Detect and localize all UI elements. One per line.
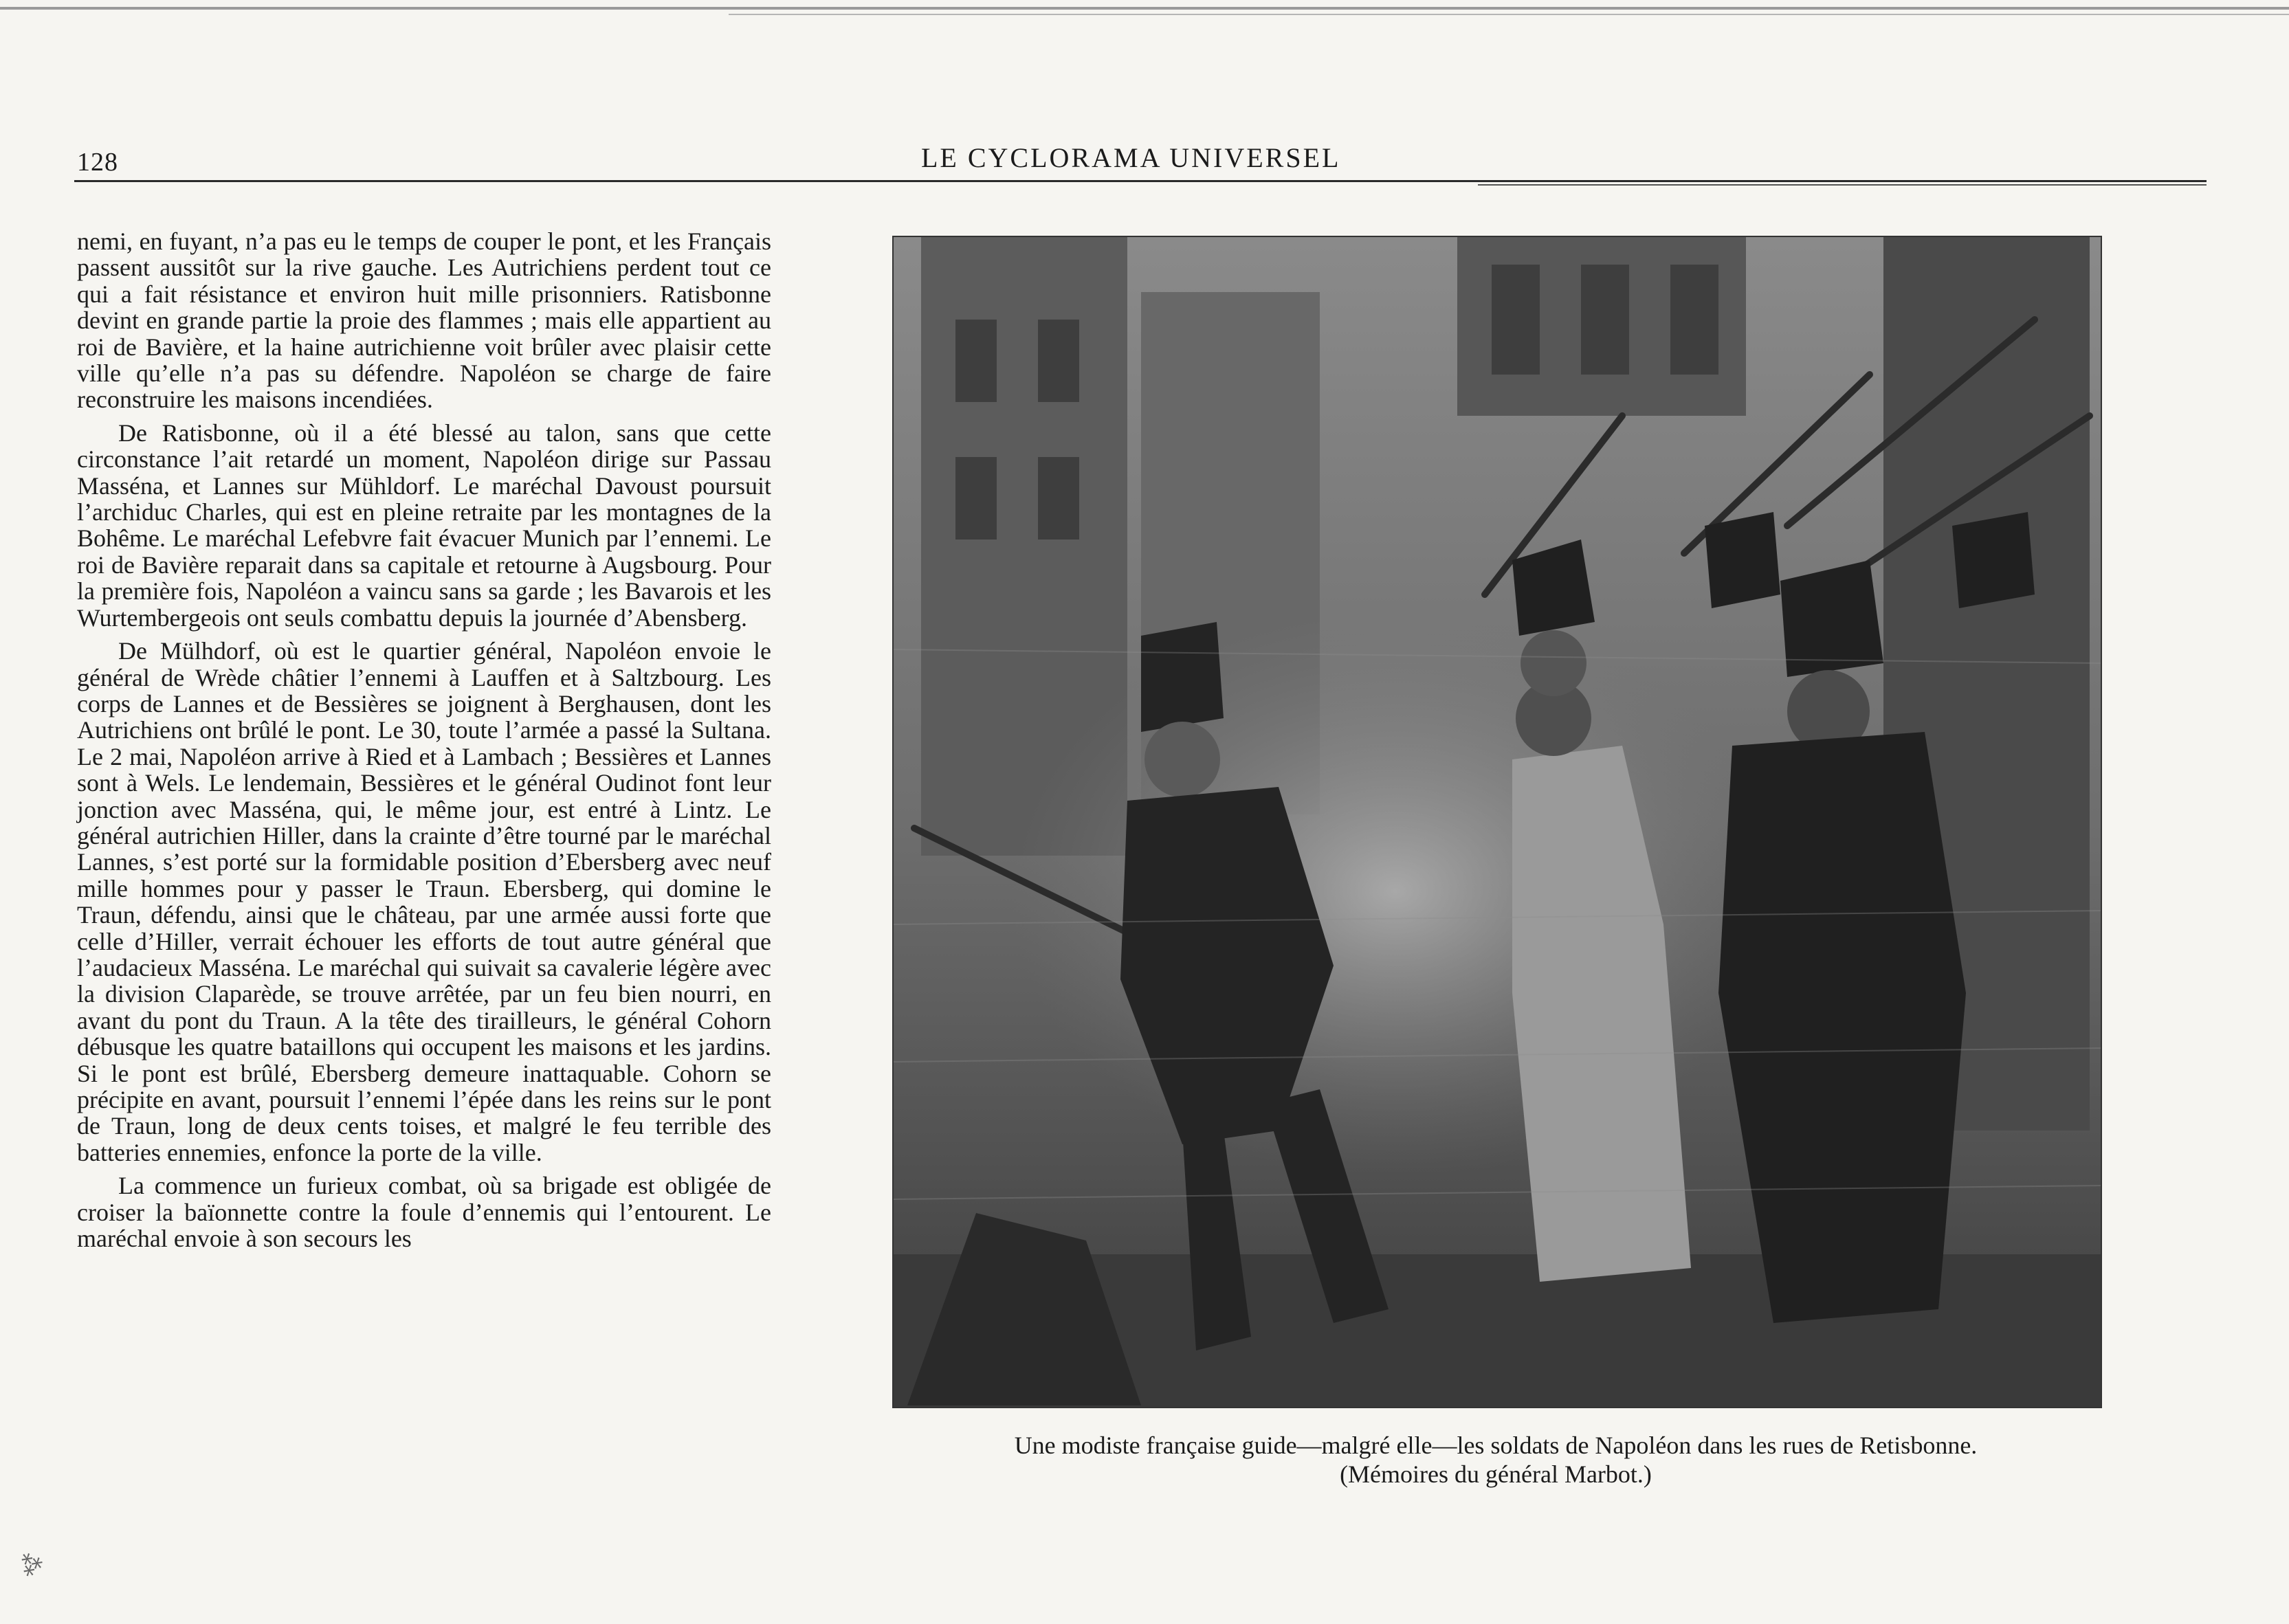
engraving-illustration xyxy=(892,236,2102,1408)
text-column xyxy=(77,228,771,1258)
soldiers-street-scene-image xyxy=(894,237,2101,1407)
margin-mark: ⁂ xyxy=(16,1550,45,1579)
paragraph: La commence un furieux combat, où sa brigade est obligée de croiser la baïonnette contre la foule d’ennemis qui l’entourent. Le maréchal envoie à son secours les xyxy=(77,1172,771,1253)
paragraph: De Mülhdorf, où est le quartier général, Napoléon envoie le général de Wrède châtier l’ennemi à Lauffen et à Saltzbourg. Les corps de Lannes et de Bessières se joignent à Berghausen, dont les Autrichiens ont brûlé le pont. Le 30, toute l’armée a passé la Sultana. Le 2 mai, Napoléon arrive à Ried et à Lambach ; Bessières et Lannes sont à Wels. Le lendemain, Bessières et le général Oudinot font leur jonction avec Masséna, qui, le même jour, est entré à Lintz. Le général autrichien Hiller, dans la crainte d’être tourné par le maréchal Lannes, s’est porté sur la formidable position d’Ebersberg avec neuf mille hommes pour y passer le Traun. Ebersberg, qui domine le Traun, défendu, ainsi que le château, par une armée aussi forte que celle d’Hiller, verrait échouer les efforts de tout autre général que l’audacieux Masséna. Le maréchal qui suivait sa cavalerie légère avec la division Claparède, se trouve arrêtée, par un feu bien nourri, en avant du pont du Traun. A la tête des tirailleurs, le général Cohorn débusque les quatre bataillons qui occupent les maisons et les jardins. Si le pont est brûlé, Ebersberg demeure inattaquable. Cohorn se précipite en avant, poursuit l’ennemi l’épée dans les reins sur le pont de Traun, long de deux cents toises, et malgré le feu terrible des batteries ennemies, enfonce la porte de la ville. xyxy=(77,637,771,1166)
header-rule xyxy=(74,180,2207,182)
paragraph: nemi, en fuyant, n’a pas eu le temps de couper le pont, et les Français passent aussitôt sur la rive gauche. Les Autrichiens perdent tout ce qui a fait résistance et environ huit mille prisonniers. Ratisbonne devint en grande partie la proie des flammes ; mais elle appartient au roi de Bavière, et la haine autrichienne voit brûler avec plaisir cette ville qu’elle n’a pas su défendre. Napoléon se charge de faire reconstruire les maisons incendiées. xyxy=(77,227,771,414)
caption-line: Une modiste française guide—malgré elle—les soldats de Napoléon dans les rues de Retisbonne. xyxy=(1014,1432,1978,1459)
caption-source: (Mémoires du général Marbot.) xyxy=(1340,1460,1652,1488)
paragraph: De Ratisbonne, où il a été blessé au talon, sans que cette circonstance l’ait retardé un moment, Napoléon dirige sur Passau Masséna, et Lannes sur Mühldorf. Le maréchal Davoust poursuit l’archiduc Charles, qui est en pleine retraite par les montagnes de la Bohême. Le maréchal Lefebvre fait évacuer Munich par l’ennemi. Le roi de Bavière reparait dans sa capitale et retourne à Augsbourg. Pour la première fois, Napoléon a vaincu sans sa garde ; les Bavarois et les Wurtembergeois ont seuls combattu depuis la journée d’Abensberg. xyxy=(77,419,771,632)
header-rule-double xyxy=(1478,184,2207,186)
top-edge-rule xyxy=(0,7,2289,10)
running-title: LE CYCLORAMA UNIVERSEL xyxy=(921,142,1341,173)
figure-caption xyxy=(892,1431,2099,1489)
top-edge-rule-secondary xyxy=(729,14,2289,15)
page-number: 128 xyxy=(77,148,118,177)
